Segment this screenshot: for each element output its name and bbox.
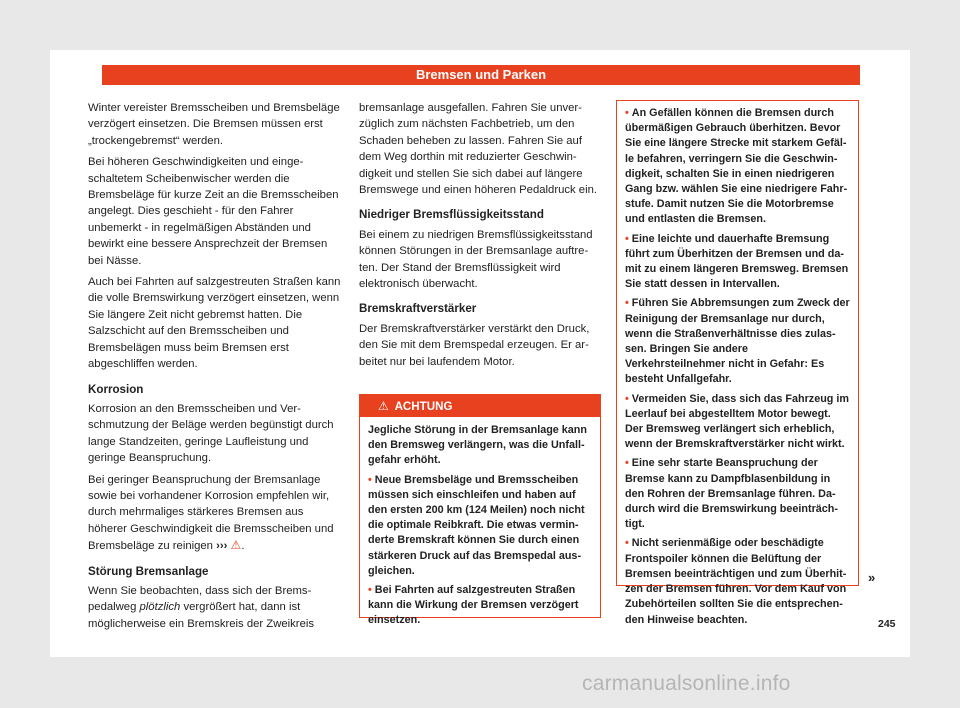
warning-bullet-text: Vermeiden Sie, dass sich das Fahrzeug im Leerlauf bei abgestelltem Motor bewegt. Der Bremsweg verlängert sich erheblich, wenn der Bremskraftverstärker nicht wirkt.	[625, 392, 850, 451]
paragraph: Bei höheren Geschwindigkeiten und eingeschaltetem Scheibenwischer werden die Bremsbeläge für kurze Zeit an die Bremsscheiben angelegt. Dies geschieht - für den Fahrer unbemerkt - in regelmäßigen Abständen und bewirkt eine bessere Ansprechzeit der Bremsen bei Nässe.	[88, 156, 339, 267]
text-column-1	[88, 100, 342, 637]
warning-bullet	[368, 473, 592, 579]
warning-intro: Jegliche Störung in der Bremsanlage kann den Bremsweg verlängern, was die Unfallgefahr erhöht.	[368, 424, 587, 467]
warning-bullet	[625, 296, 850, 387]
paragraph	[88, 472, 342, 555]
warning-bullet	[625, 392, 850, 453]
paragraph: Der Bremskraftverstärker verstärkt den Druck, den Sie mit dem Bremspedal erzeugen. Er arbeitet nur bei laufendem Motor.	[359, 322, 590, 368]
warning-triangle-icon: ⚠	[378, 399, 389, 413]
paragraph-text: Wenn Sie beobachten, dass sich der Bremspedalweg	[88, 584, 312, 614]
warning-bullet	[368, 583, 592, 629]
paragraph: bremsanlage ausgefallen. Fahren Sie unverzüglich zum nächsten Fachbetrieb, um den Schaden beheben zu lassen. Fahren Sie auf dem Weg dorthin mit reduzierter Geschwindigkeit und stellen Sie sich dabei auf längere Bremswege und einen höheren Pedaldruck ein.	[359, 102, 598, 197]
warning-bullet-text: Führen Sie Abbremsungen zum Zweck der Reinigung der Bremsanlage nur durch, wenn die Straßenverhältnisse dies zulassen. Bringen Sie andere Verkehrsteilnehmer nicht in Gefahr: Es besteht Unfallgefahr.	[625, 297, 850, 386]
warning-bullet-text: Bei Fahrten auf salzgestreuten Straßen kann die Wirkung der Bremsen verzögert einsetzen.	[368, 584, 579, 627]
heading-stoerung: Störung Bremsanlage	[88, 564, 209, 578]
warning-bullet-text: Neue Bremsbeläge und Bremsscheiben müssen sich einschleifen und haben auf den ersten 200 km (124 Meilen) noch nicht die optimale Reibkraft. Die etwas verminderte Bremskraft können Sie durch einen stärkeren Druck auf das Bremspedal ausgleichen.	[368, 473, 585, 577]
warning-bullet	[625, 106, 850, 228]
paragraph: Korrosion an den Bremsscheiben und Verschmutzung der Beläge werden begünstigt durch lange Standzeiten, geringe Laufleistung und geringe Beanspruchung.	[88, 402, 334, 465]
heading-bremskraftverstaerker: Bremskraftverstärker	[359, 302, 477, 316]
text-column-2	[359, 100, 601, 375]
warning-bullet	[625, 456, 850, 532]
cross-reference-arrow[interactable]: ›››	[216, 540, 228, 553]
manual-page	[50, 50, 910, 657]
bullet-icon: •	[625, 107, 629, 119]
bullet-icon: •	[625, 457, 629, 470]
warning-title: ACHTUNG	[394, 400, 453, 413]
bullet-icon: •	[625, 392, 629, 405]
heading-bremsfluessigkeit: Niedriger Bremsflüssigkeitsstand	[359, 208, 544, 222]
heading-korrosion: Korrosion	[88, 382, 144, 396]
emphasis-text: plötzlich	[139, 601, 181, 614]
paragraph: Winter vereister Bremsscheiben und Bremsbeläge verzögert einsetzen. Die Bremsen müssen erst „trockengebremst“ werden.	[88, 102, 340, 147]
paragraph	[88, 583, 342, 632]
warning-box	[359, 394, 601, 627]
warning-bullet-text: Nicht serienmäßige oder beschädigte Frontspoiler können die Belüftung der Bremsen beeinträchtigen und zum Überhitzen der Bremsen führen. Vor dem Kauf von Zubehörteilen sollten Sie die entsprechenden Hinweise beachten.	[625, 537, 847, 626]
bullet-icon: •	[625, 297, 629, 310]
warning-body	[360, 417, 600, 637]
warning-bullet-text: An Gefällen können die Bremsen durch übermäßigen Gebrauch überhitzen. Bevor Sie eine längere Strecke mit starkem Gefälle befahren, verringern Sie die Geschwindigkeit, schalten Sie in einen niedrigeren Gang bzw. wählen Sie eine niedrigere Fahrstufe. Damit nutzen Sie die Motorbremse und entlasten die Bremsen.	[625, 107, 848, 226]
paragraph-text: vergrößert hat, dann ist möglicherweise ein Bremskreis der Zweikreis	[88, 601, 315, 630]
section-header: Bremsen und Parken	[102, 65, 860, 85]
watermark: carmanualsonline.info	[582, 672, 791, 695]
paragraph: Bei einem zu niedrigen Bremsflüssigkeitsstand können Störungen in der Bremsanlage auftreten. Der Stand der Bremsflüssigkeit wird elektronisch überwacht.	[359, 228, 593, 291]
paragraph-text: Bei geringer Beanspruchung der Bremsanlage sowie bei vorhandener Korrosion empfehlen wir, durch mehrmaliges stärkeres Bremsen aus höherer Geschwindigkeit die Bremsscheiben und Bremsbeläge zu reinigen	[88, 473, 334, 553]
warning-bullet-text: Eine sehr starte Beanspruchung der Bremse kann zu Dampfblasenbildung in den Rohren der Bremsanlage führen. Dadurch wird die Bremswirkung beeinträchtigt.	[625, 457, 838, 531]
paragraph-end: .	[241, 540, 245, 553]
page-number: 245	[878, 618, 896, 630]
warning-bullet	[625, 232, 850, 293]
warning-triangle-icon[interactable]: ⚠	[230, 538, 242, 553]
warning-bullet-text: Eine leichte und dauerhafte Bremsung führt zum Überhitzen der Bremsen und damit zu einem längeren Bremsweg. Bremsen Sie statt dessen in Intervallen.	[625, 232, 849, 291]
warning-box-continued	[616, 100, 859, 626]
bullet-icon: •	[368, 584, 372, 597]
continue-arrow-icon: »	[868, 570, 876, 585]
warning-bullet	[625, 536, 850, 627]
bullet-icon: •	[625, 537, 629, 550]
paragraph: Auch bei Fahrten auf salzgestreuten Straßen kann die volle Bremswirkung verzögert einsetzen, wenn Sie längere Zeit nicht gebremst hatten. Die Salzschicht auf den Bremsscheiben und Bremsbelägen muss beim Bremsen erst abgeschliffen werden.	[88, 276, 341, 371]
warning-header	[360, 395, 600, 417]
warning-body	[617, 101, 858, 636]
bullet-icon: •	[368, 473, 372, 486]
bullet-icon: •	[625, 232, 629, 245]
